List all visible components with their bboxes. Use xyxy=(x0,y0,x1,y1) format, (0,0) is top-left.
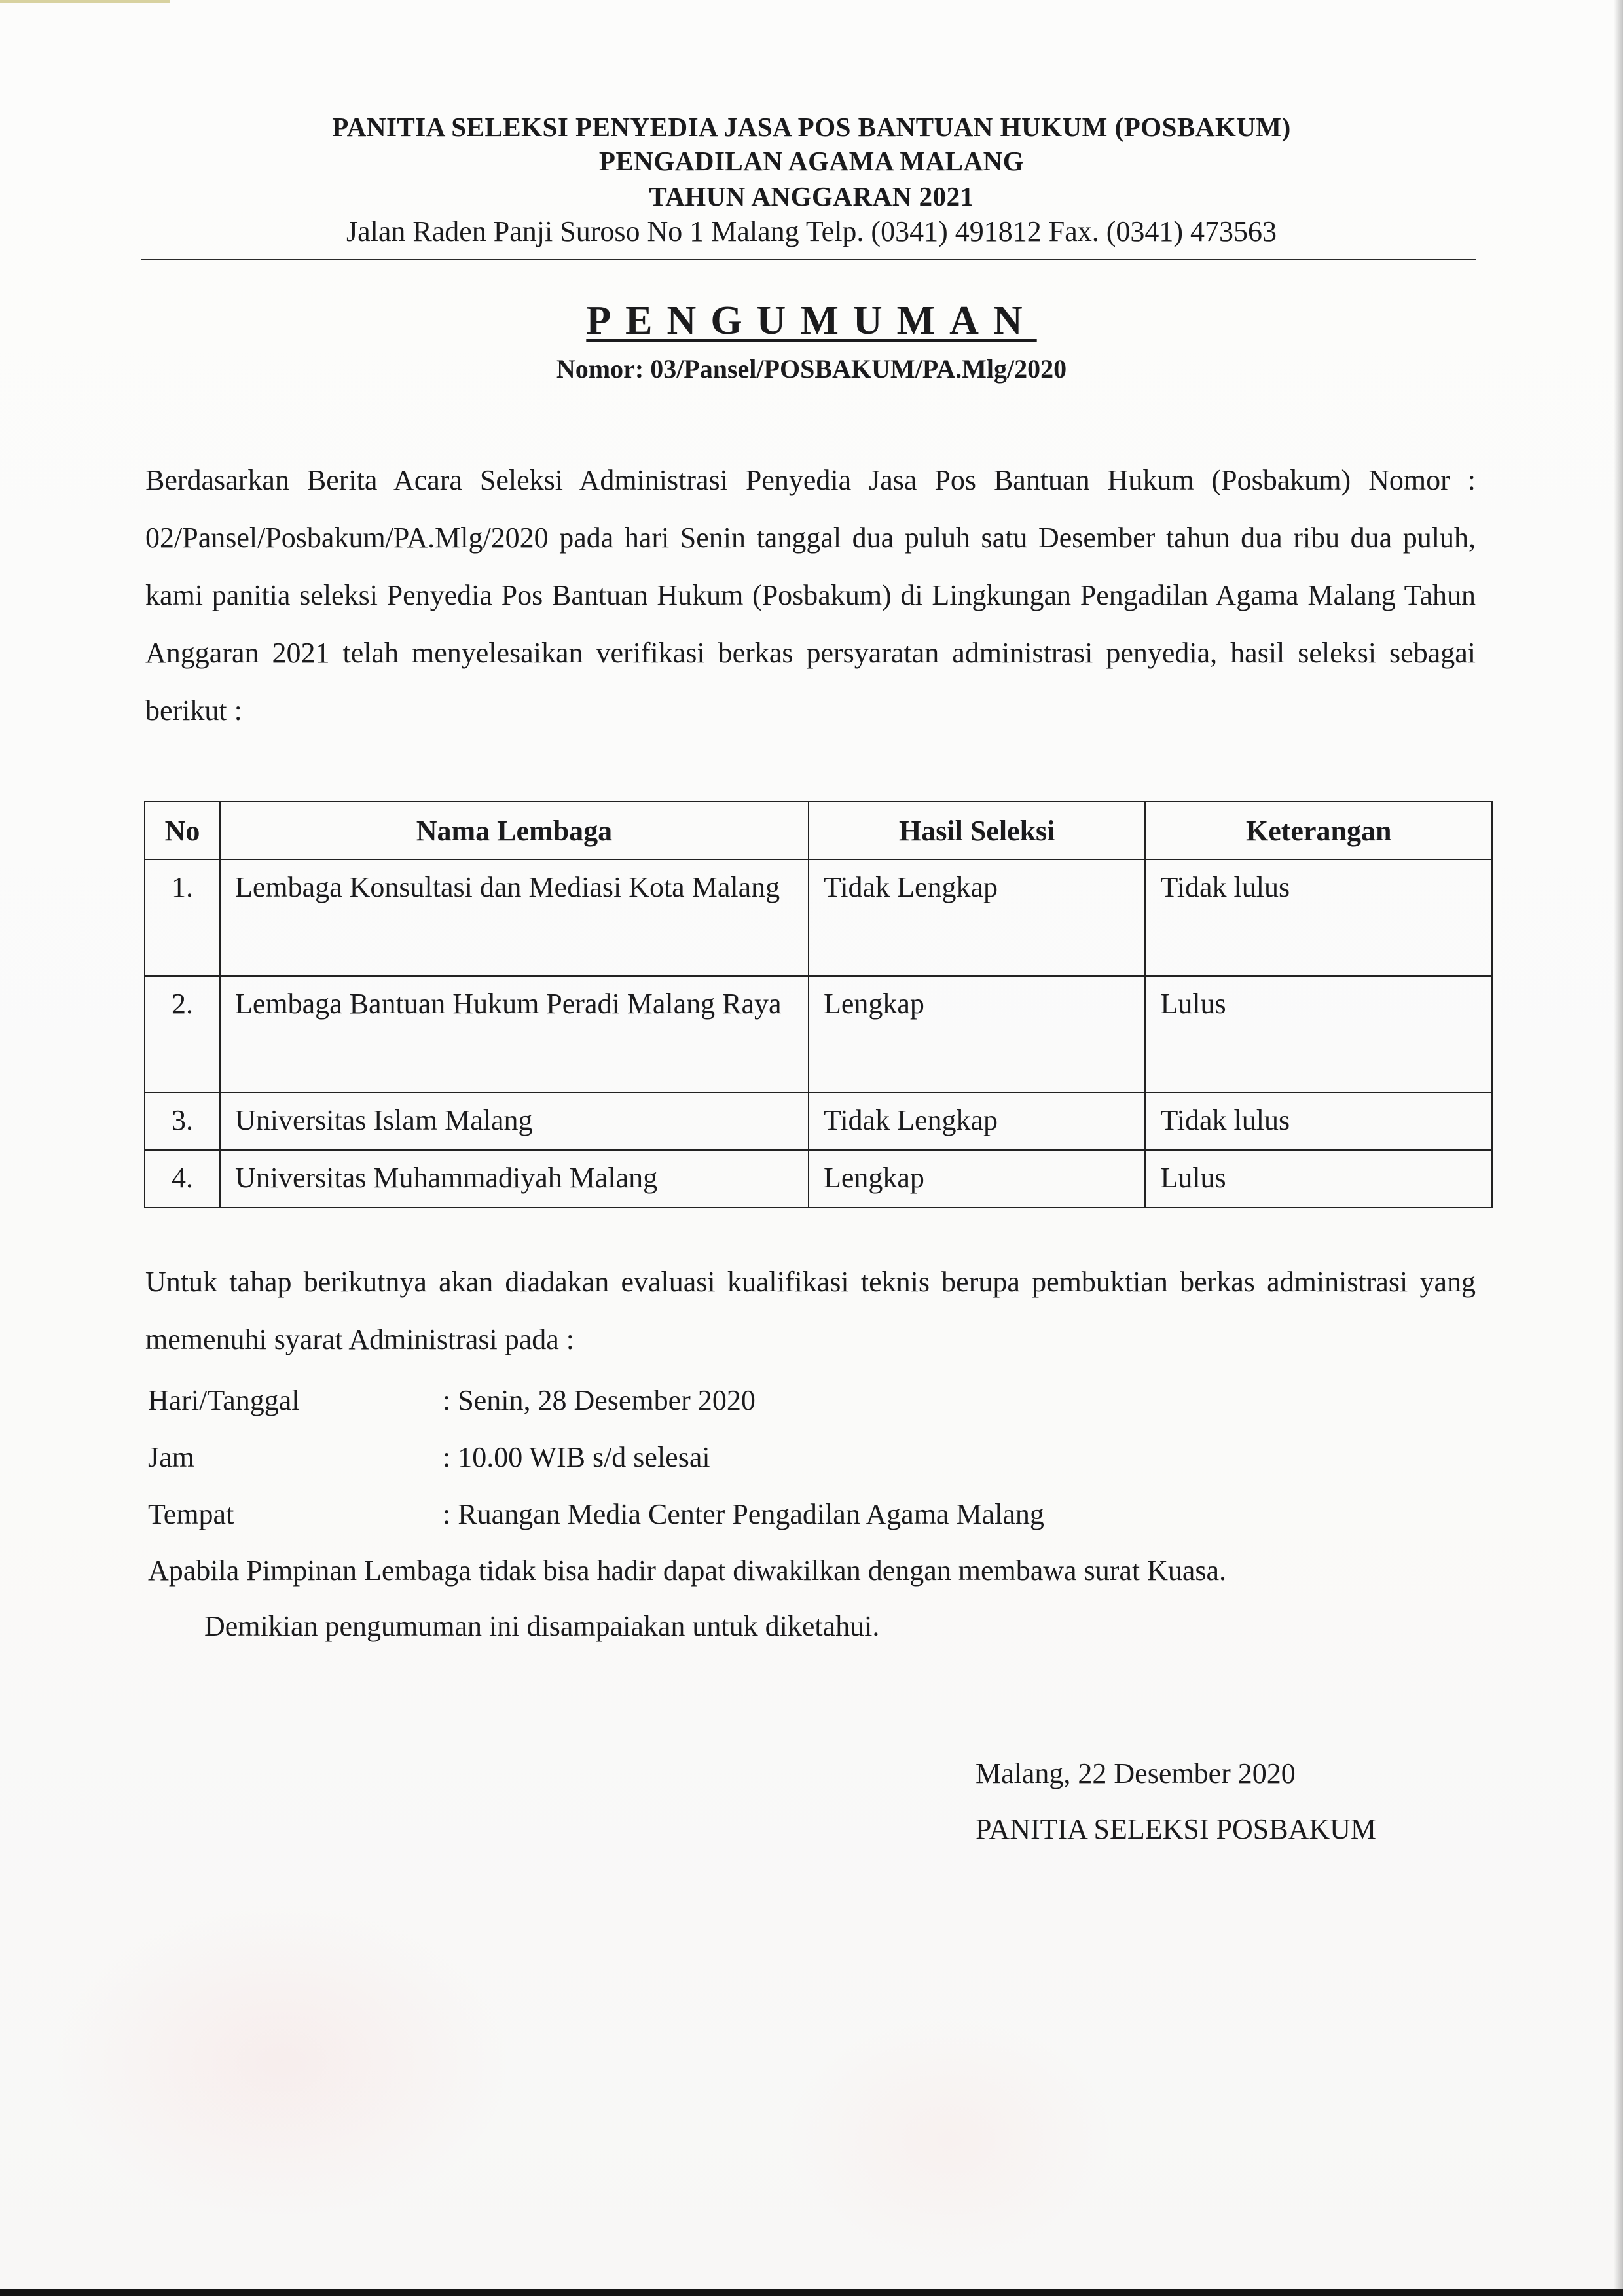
column-header-hasil: Hasil Seleksi xyxy=(809,802,1145,859)
table-row xyxy=(145,1150,1492,1208)
cell-no: 1. xyxy=(145,859,220,976)
address-line: Jalan Raden Panji Suroso No 1 Malang Telp. (0341) 491812 Fax. (0341) 473563 xyxy=(346,215,1277,247)
table-row xyxy=(145,1092,1492,1150)
intro-paragraph: Berdasarkan Berita Acara Seleksi Administrasi Penyedia Jasa Pos Bantuan Hukum (Posbakum) Nomor : 02/Pansel/Posbakum/PA.Mlg/2020 pada hari Senin tanggal dua puluh satu Desember tahun dua ribu dua puluh, kami panitia seleksi Penyedia Pos Bantuan Hukum (Posbakum) di Lingkungan Pengadilan Agama Malang Tahun Anggaran 2021 telah menyelesaikan verifikasi berkas persyaratan administrasi penyedia, hasil seleksi sebagai berikut : xyxy=(145,464,1476,726)
cell-no: 3. xyxy=(145,1092,220,1150)
schedule-place-label: Tempat xyxy=(148,1498,234,1530)
proxy-note: Apabila Pimpinan Lembaga tidak bisa hadir dapat diwakilkan dengan membawa surat Kuasa. xyxy=(148,1554,1227,1587)
table-row xyxy=(145,976,1492,1092)
cell-hasil: Lengkap xyxy=(809,1150,1145,1208)
column-header-no: No xyxy=(145,802,220,859)
next-step-paragraph: Untuk tahap berikutnya akan diadakan evaluasi kualifikasi teknis berupa pembuktian berkas administrasi yang memenuhi syarat Administrasi pada : xyxy=(145,1266,1476,1355)
column-header-keterangan: Keterangan xyxy=(1145,802,1492,859)
cell-no: 2. xyxy=(145,976,220,1092)
cell-keterangan: Lulus xyxy=(1145,976,1492,1092)
cell-nama: Lembaga Konsultasi dan Mediasi Kota Malang xyxy=(220,859,809,976)
schedule-place-value: : Ruangan Media Center Pengadilan Agama Malang xyxy=(443,1498,1044,1530)
cell-nama: Universitas Muhammadiyah Malang xyxy=(220,1150,809,1208)
schedule-date-label: Hari/Tanggal xyxy=(148,1384,300,1416)
document-number: Nomor: 03/Pansel/POSBAKUM/PA.Mlg/2020 xyxy=(556,354,1067,384)
column-header-nama: Nama Lembaga xyxy=(220,802,809,859)
table-header-row xyxy=(145,802,1492,859)
schedule-date-value: : Senin, 28 Desember 2020 xyxy=(443,1384,756,1416)
page-title xyxy=(0,298,1623,344)
schedule-place-row xyxy=(148,1495,1477,1534)
schedule-time-label: Jam xyxy=(148,1441,194,1473)
cell-nama: Lembaga Bantuan Hukum Peradi Malang Raya xyxy=(220,976,809,1092)
page-edge-top xyxy=(0,0,170,3)
cell-nama: Universitas Islam Malang xyxy=(220,1092,809,1150)
paper-stain xyxy=(786,2016,1113,2265)
table-row xyxy=(145,859,1492,976)
page-edge-bottom xyxy=(0,2289,1623,2296)
page-edge-right xyxy=(1614,0,1623,2296)
closing-sentence: Demikian pengumuman ini disampaiakan untuk diketahui. xyxy=(204,1610,880,1642)
schedule-date-row xyxy=(148,1381,1477,1420)
court-name: PENGADILAN AGAMA MALANG xyxy=(598,146,1025,176)
cell-no: 4. xyxy=(145,1150,220,1208)
cell-keterangan: Tidak lulus xyxy=(1145,859,1492,976)
fiscal-year: TAHUN ANGGARAN 2021 xyxy=(649,181,974,211)
cell-hasil: Tidak Lengkap xyxy=(809,859,1145,976)
cell-keterangan: Tidak lulus xyxy=(1145,1092,1492,1150)
cell-keterangan: Lulus xyxy=(1145,1150,1492,1208)
signature-place-date: Malang, 22 Desember 2020 xyxy=(976,1757,1296,1789)
cell-hasil: Lengkap xyxy=(809,976,1145,1092)
page-title-text: PENGUMUMAN xyxy=(586,298,1037,343)
selection-result-table xyxy=(144,801,1493,1208)
schedule-time-row xyxy=(148,1438,1477,1477)
cell-hasil: Tidak Lengkap xyxy=(809,1092,1145,1150)
signature-organization: PANITIA SELEKSI POSBAKUM xyxy=(976,1813,1377,1845)
schedule-time-value: : 10.00 WIB s/d selesai xyxy=(443,1441,710,1473)
committee-name: PANITIA SELEKSI PENYEDIA JASA POS BANTUAN HUKUM (POSBAKUM) xyxy=(332,112,1291,142)
header-divider xyxy=(141,259,1476,260)
paper-stain xyxy=(52,1898,511,2225)
